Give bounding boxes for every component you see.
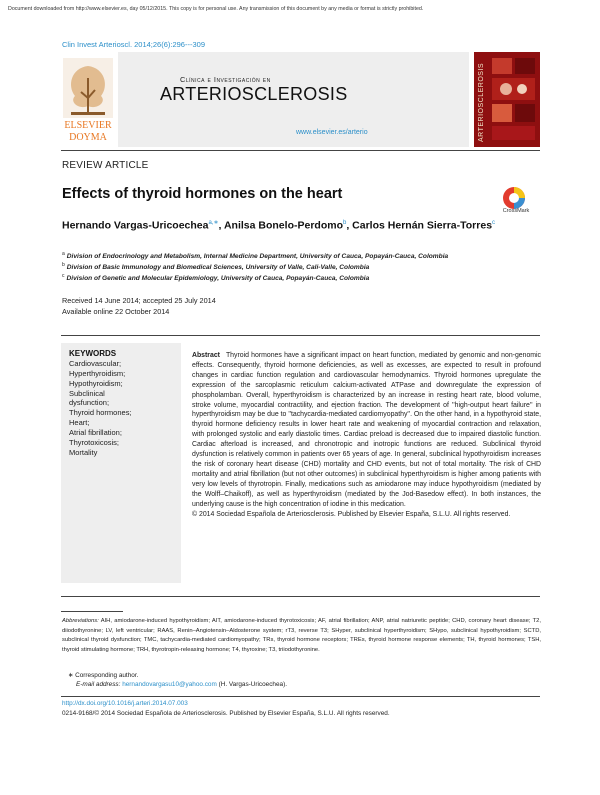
email-owner: (H. Vargas-Uricoechea). [218,681,288,688]
affiliation [62,273,369,282]
cover-image [490,56,538,144]
author-separator: , [218,219,224,232]
keyword-item: dysfunction; [69,398,110,408]
journal-url-link[interactable]: www.elsevier.es/arterio [296,129,368,136]
affiliation-mark: a [62,251,65,257]
article-type: REVIEW ARTICLE [62,160,149,171]
keywords-heading: KEYWORDS [69,349,117,358]
author-affil-mark: b [342,220,347,226]
journal-name: ARTERIOSCLEROSIS [160,84,348,104]
abstract-copyright: © 2014 Sociedad Española de Arteriosclerosis. Published by Elsevier España, S.L.U. All rights reserved. [192,510,511,518]
author-name[interactable]: Anilsa Bonelo-Perdomo [223,219,343,232]
crossmark-button[interactable] [490,186,542,214]
publisher-imprint: DOYMA [69,132,107,143]
email-link[interactable]: hernandovargasu10@yahoo.com [122,681,217,688]
crossmark-label: CrossMark [502,208,530,214]
publisher-name: ELSEVIER [64,120,112,131]
crossmark-icon [502,186,526,210]
elsevier-logo [61,52,115,147]
keyword-item: Cardiovascular; [69,359,122,368]
cover-title: ARTERIOSCLEROSIS [478,62,485,142]
affiliation-text: Division of Basic Immunology and Biomedical Sciences, University of Valle, Cali-Valle, Colombia [66,264,370,272]
author-name[interactable]: Carlos Hernán Sierra-Torres [352,219,493,232]
affiliation-mark: c [62,273,65,279]
author-affil-mark: a,∗ [208,220,219,226]
keyword-item: Subclinical [69,388,105,398]
abstract-section [192,351,541,519]
author-separator: , [346,219,353,232]
keyword-item: Heart; [69,418,90,428]
keywords-list [69,359,132,457]
keyword-item: Hypothyroidism; [69,378,123,388]
abbreviations-label: Abbreviations: [62,618,99,624]
abbreviations-footnote [62,617,541,655]
footer-divider [61,696,540,697]
affiliation [62,262,369,271]
affiliation-text: Division of Genetic and Molecular Epidemiology, University of Cauca, Popayán-Cauca, Colombia [66,275,370,283]
email-footnote [76,681,287,688]
affiliation-mark: b [62,262,65,268]
download-notice: Document downloaded from http://www.elsevier.es, day 05/12/2015. This copy is for personal use. Any transmission of this document by any media or format is strictly prohibited. [8,6,424,12]
header-divider [61,150,540,151]
author-list [62,219,495,232]
online-date: Available online 22 October 2014 [62,307,170,316]
abbreviations-text: AIH, amiodarone-induced hypothyroidism; AIT, amiodarone-induced thyrotoxicosis; AF, atrial fibrillation; ANP, atrial natriuretic peptide; CHD, coronary heart disease; T2, diiodothyronine; LV, left ventricular; RAAS, Renin–Angiotensin–Aldosterone system; rT3, reverse T3; SHyper, subclinical hyperthyroidism; SHypo, subclinical hypothyroidism; SCTD, subclinical thyroid dysfunction; TMC, tachycardia-mediated cardiomyopathy; TRs, thyroid hormone receptors; TREs, thyroid hormone response elements; TH, thyroid hormones; TSH, thyroid stimulating hormone; TRH, thyrotropin-releasing hormone; T4, thyroxine; T3, triiodothyronine. [62,618,542,653]
corresponding-author-note: ∗ Corresponding author. [68,672,139,679]
keyword-item: Mortality [69,447,98,457]
keyword-item: Thyrotoxicosis; [69,437,120,447]
affiliation-text: Division of Endocrinology and Metabolism, Internal Medicine Department, University of Cauca, Popayán-Cauca, Colombia [66,253,449,261]
doi-link[interactable]: http://dx.doi.org/10.1016/j.arteri.2014.07.003 [62,700,188,707]
abstract-divider [61,335,540,336]
keyword-item: Atrial fibrillation; [69,427,122,437]
abstract-text: Thyroid hormones have a significant impact on heart function, mediated by genomic and non-genomic effects. Consequently, thyroid hormone deficiencies, as well as excesses, are expected to result in profound changes in cardiac function regulation and cardiovascular hemodynamics. Thyroid hormones upregulate the expression of the sarcoplasmic reticulum calcium-activated ATPase and downregulate the expression of phospholamban. Overall, hyperthyroidism is characterized by an increase in resting heart rate, blood volume, stroke volume, myocardial contractility, and ejection fraction. The development of ''high-output heart failure'' in hyperthyroidism may be due to ''tachycardia-mediated cardiomyopathy''. On the other hand, in a hypothyroid state, thyroid hormone deficiency results in lower heart rate and weakening of myocardial contraction and relaxation, with prolonged systolic and early diastolic times. Cardiac preload is decreased due to impaired diastolic function. Cardiac afterload is increased, and chronotropic and inotropic functions are reduced. Subclinical thyroid dysfunction is relatively common in patients over 65 years of age. In general, subclinical hypothyroidism increases the risk of coronary heart disease (CHD) mortality and CHD events, but not of total mortality. The risk of CHD mortality and atrial fibrillation (but not other outcomes) in subclinical hyperthyroidism is higher among patients with very low levels of thyrotropin. Finally, medications such as amiodarone may induce hypothyroidism (mediated by the Wolff–Chaikoff), as well as hyperthyroidism (mediated by the Jod-Basedow effect). In both instances, the underlying cause is the high concentration of iodine in this medication. [192,352,541,508]
abstract-bottom-divider [61,596,540,597]
journal-cover [474,52,540,147]
email-label: E-mail address: [76,681,121,688]
author-affil-mark: c [492,220,496,226]
abstract-label: Abstract [192,352,220,359]
article-title: Effects of thyroid hormones on the heart [62,186,343,202]
footnote-divider [61,611,123,612]
journal-subtitle: Clínica e Investigación en [180,75,271,84]
keyword-item: Thyroid hormones; [69,408,132,418]
journal-citation[interactable]: Clin Invest Arterioscl. 2014;26(6):296---309 [62,40,205,49]
affiliation [62,251,448,260]
footer-copyright: 0214-9168/© 2014 Sociedad Española de Arteriosclerosis. Published by Elsevier España, S.L.U. All rights reserved. [62,710,390,717]
received-date: Received 14 June 2014; accepted 25 July 2014 [62,296,216,305]
author-name[interactable]: Hernando Vargas-Uricoechea [62,219,209,232]
keyword-item: Hyperthyroidism; [69,368,126,378]
